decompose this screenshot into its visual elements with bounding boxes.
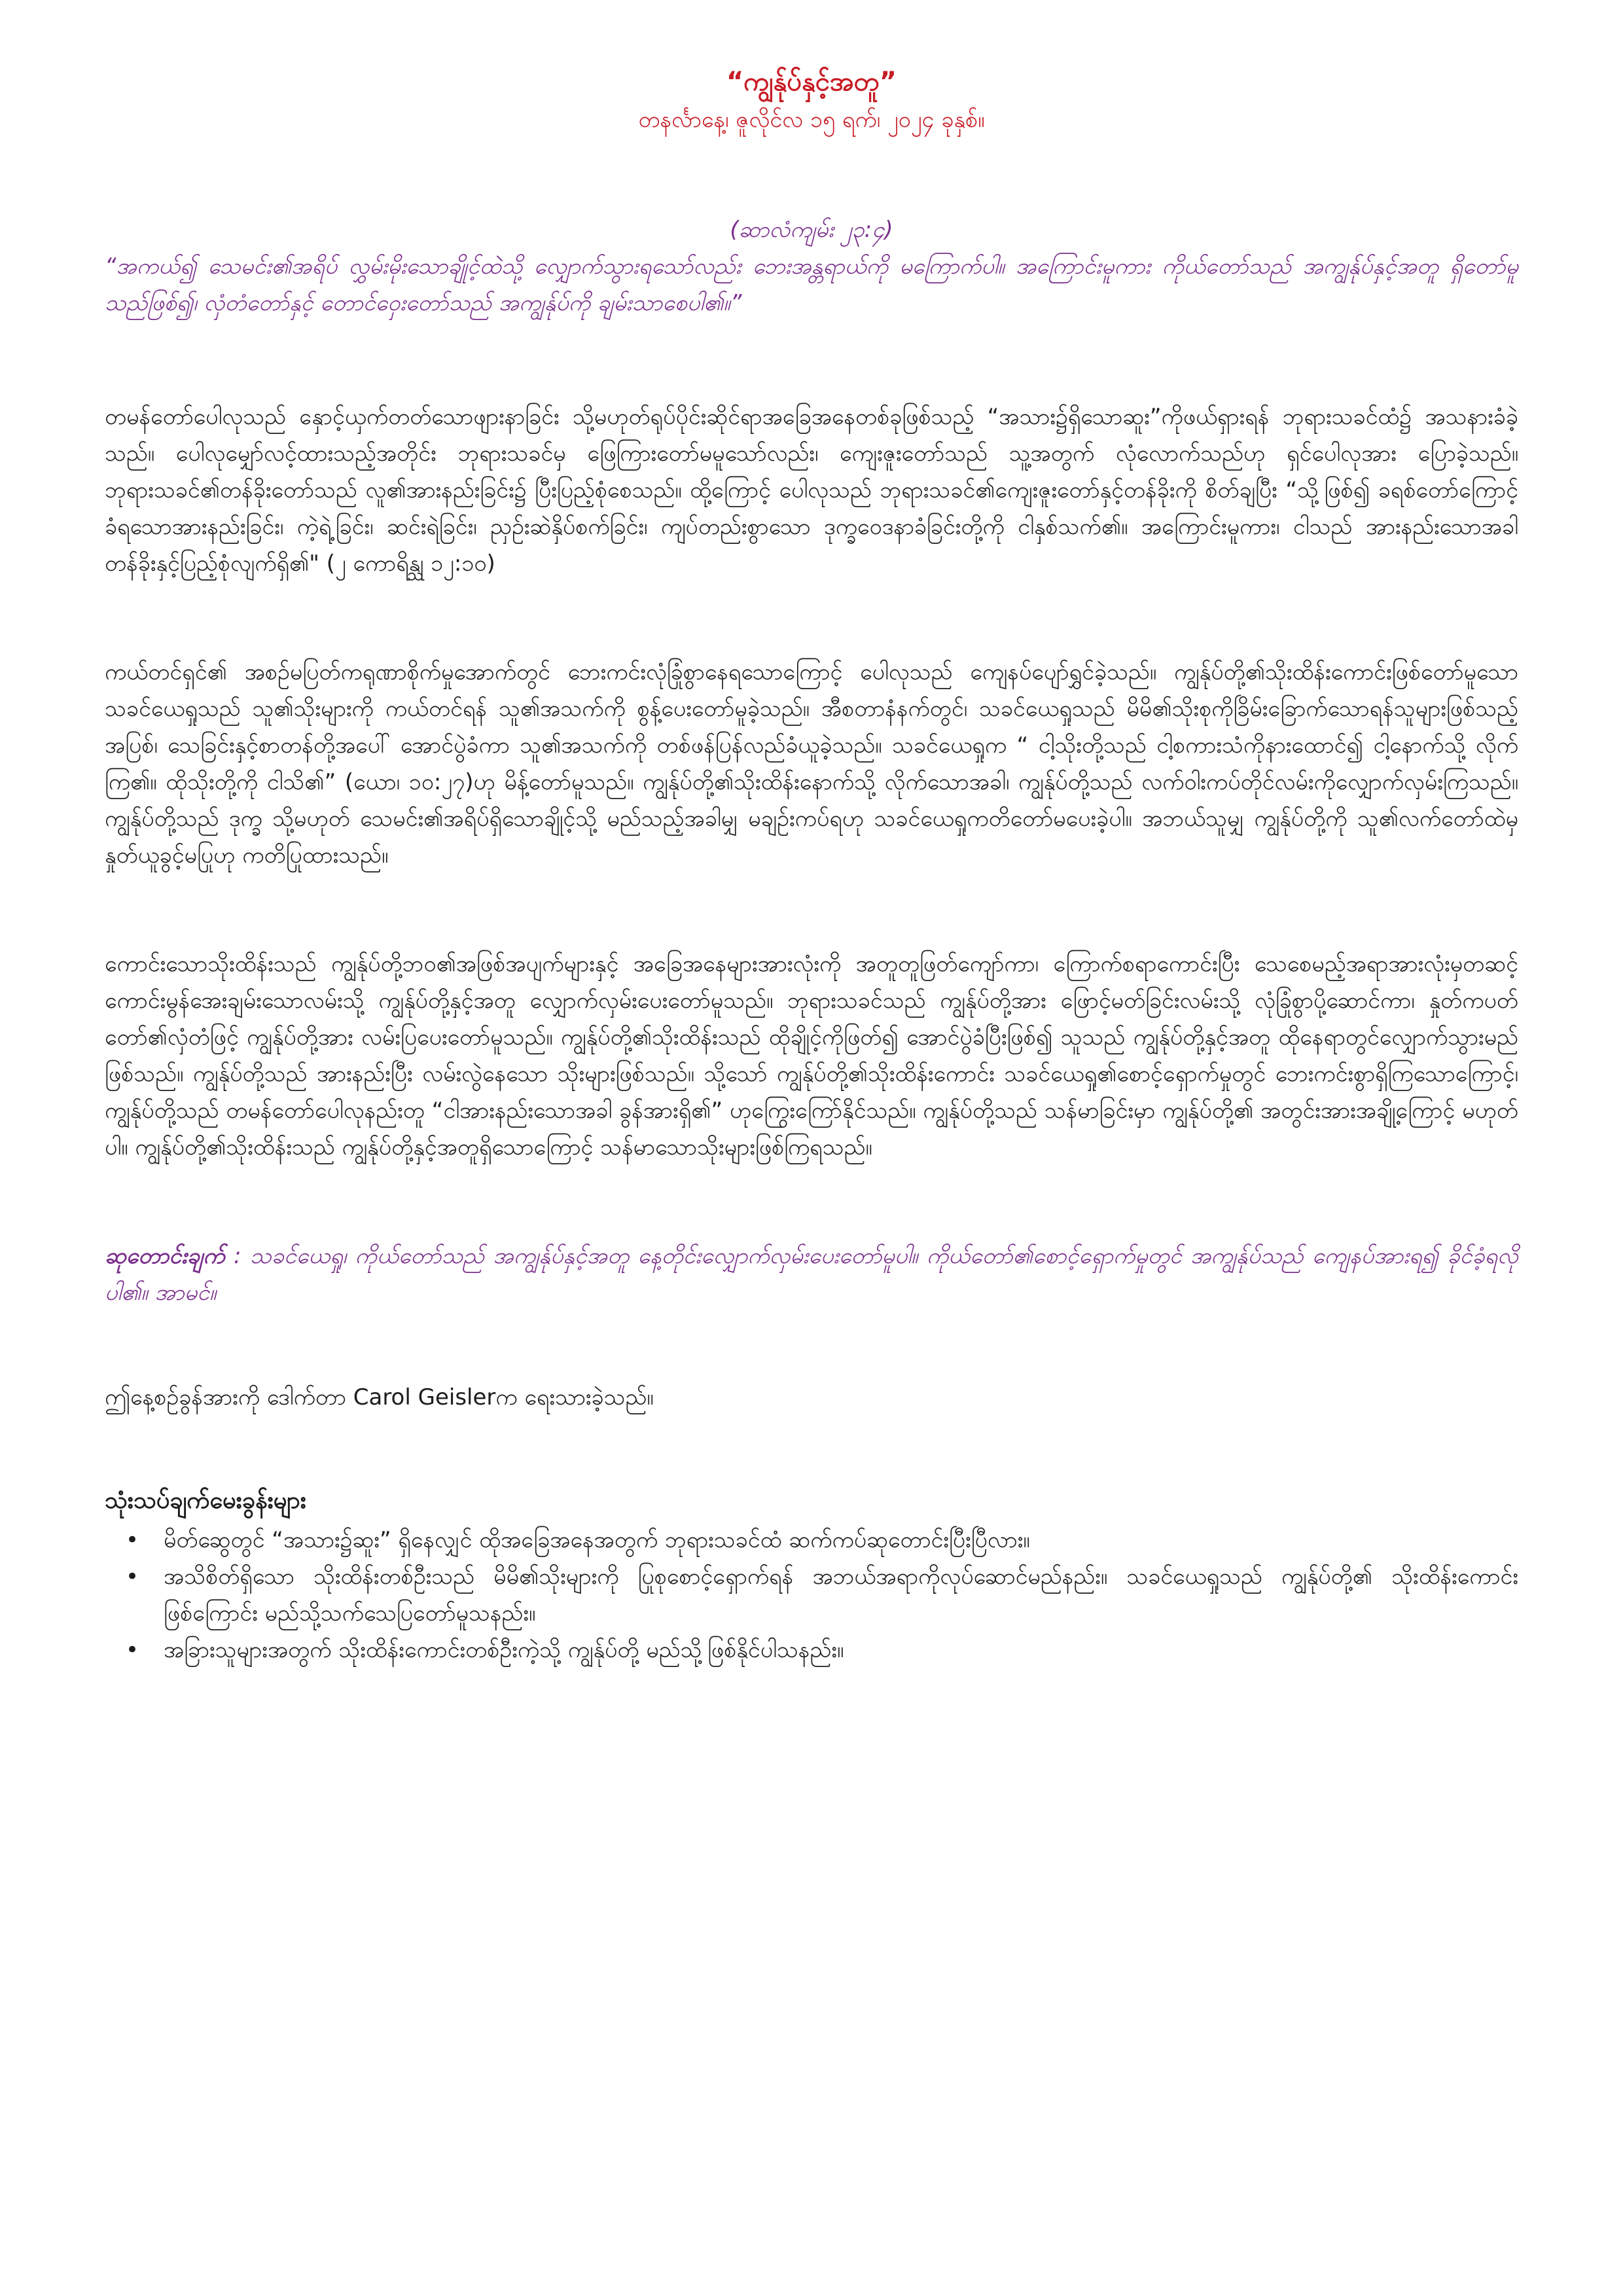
devotional-page bbox=[105, 62, 1518, 1668]
prayer-separator: : bbox=[224, 1243, 251, 1269]
body-paragraph-3: ကောင်းသောသိုးထိန်းသည် ကျွန်ုပ်တို့ဘဝ၏အဖြစ်အပျက်များနှင့် အခြေအနေများအားလုံးကို အတူတူဖြတ်ကျော်ကာ၊ ကြောက်စရာကောင်းပြီး သေစေမည့်အရာအားလုံးမှတဆင့် ကောင်းမွန်အေးချမ်းသောလမ်းသို့ ကျွန်ုပ်တို့နှင့်အတူ လျှောက်လှမ်းပေးတော်မူသည်။ ဘုရားသခင်သည် ကျွန်ုပ်တို့အား ဖြောင့်မတ်ခြင်းလမ်းသို့ လုံခြုံစွာပို့ဆောင်ကာ၊ နှုတ်ကပတ်တော်၏လှံတံဖြင့် ကျွန်ုပ်တို့အား လမ်းပြပေးတော်မူသည်။ ကျွန်ုပ်တို့၏သိုးထိန်းသည် ထိုချိုင့်ကိုဖြတ်၍ အောင်ပွဲခံပြီးဖြစ်၍ သူသည် ကျွန်ုပ်တို့နှင့်အတူ ထိုနေရာတွင်လျှောက်သွားမည်ဖြစ်သည်။ ကျွန်ုပ်တို့သည် အားနည်းပြီး လမ်းလွဲနေသော သိုးများဖြစ်သည်။ သို့သော် ကျွန်ုပ်တို့၏သိုးထိန်းကောင်း သခင်ယေရှု၏စောင့်ရှောက်မှုတွင် ဘေးကင်းစွာရှိကြသောကြောင့်၊ ကျွန်ုပ်တို့သည် တမန်တော်ပေါလုနည်းတူ “ငါအားနည်းသောအခါ ခွန်အားရှိ၏” ဟုကြွေးကြော်နိုင်သည်။ ကျွန်ုပ်တို့သည် သန်မာခြင်းမှာ ကျွန်ုပ်တို့၏ အတွင်းအားအချို့ကြောင့် မဟုတ်ပါ။ ကျွန်ုပ်တို့၏သိုးထိန်းသည် ကျွန်ုပ်တို့နှင့်အတူရှိသောကြောင့် သန်မာသောသိုးများဖြစ်ကြရသည်။ bbox=[105, 951, 1518, 1160]
bullet-icon: • bbox=[126, 1564, 139, 1590]
question-text: အသိစိတ်ရှိသော သိုးထိန်းတစ်ဦးသည် မိမိ၏သိုးများကို ပြုစုစောင့်ရှောက်ရန် အဘယ်အရာကိုလုပ်ဆောင်မည်နည်း။ သခင်ယေရှုသည် ကျွန်ုပ်တို့၏ သိုးထိန်းကောင်းဖြစ်ကြောင်း မည်သို့သက်သေပြတော်မူသနည်း။ bbox=[164, 1564, 1518, 1626]
list-item bbox=[126, 1632, 1518, 1668]
scripture-text: “အကယ်၍ သေမင်း၏အရိပ် လွှမ်းမိုးသောချိုင့်ထဲသို့ လျှောက်သွားရသော်လည်း ဘေးအန္တရာယ်ကို မကြောက်ပါ။ အကြောင်းမူကား ကိုယ်တော်သည် အကျွန်ုပ်နှင့်အတူ ရှိတော်မူသည်ဖြစ်၍၊ လှံတံတော်နှင့် တောင်ဝှေးတော်သည် အကျွန်ုပ်ကို ချမ်းသာစေပါ၏။” bbox=[105, 253, 1519, 316]
questions-list bbox=[105, 1522, 1518, 1668]
questions-heading: သုံးသပ်ချက်မေးခွန်းများ bbox=[105, 1487, 306, 1514]
page-title: “ကျွန်ုပ်နှင့်အတူ” bbox=[726, 67, 897, 97]
scripture-reference: (ဆာလံကျမ်း ၂၃:၄) bbox=[730, 217, 893, 243]
bullet-icon: • bbox=[126, 1527, 139, 1553]
prayer-block bbox=[105, 1238, 1518, 1311]
body-paragraph-1: တမန်တော်ပေါလုသည် နှောင့်ယှက်တတ်သောဖျားနာခြင်း သို့မဟုတ်ရုပ်ပိုင်းဆိုင်ရာအခြေအနေတစ်ခုဖြစ်သည့် “အသား၌ရှိသောဆူး”ကိုဖယ်ရှားရန် ဘုရားသခင်ထံ၌ အသနားခံခဲ့သည်။ ပေါလုမျှော်လင့်ထားသည့်အတိုင်း ဘုရားသခင်မှ ဖြေကြားတော်မမူသော်လည်း၊ ကျေးဇူးတော်သည် သူ့အတွက် လုံလောက်သည်ဟု ရှင်ပေါလုအား ပြောခဲ့သည်။ ဘုရားသခင်၏တန်ခိုးတော်သည် လူ၏အားနည်းခြင်း၌ ပြီးပြည့်စုံစေသည်။ ထို့ကြောင့် ပေါလုသည် ဘုရားသခင်၏ကျေးဇူးတော်နှင့်တန်ခိုးကို စိတ်ချပြီး “သို့ဖြစ်၍ ခရစ်တော်ကြောင့် ခံရသောအားနည်းခြင်း၊ ကဲ့ရဲ့ခြင်း၊ ဆင်းရဲခြင်း၊ ညှဉ်းဆဲနှိပ်စက်ခြင်း၊ ကျပ်တည်းစွာသော ဒုက္ခဝေဒနာခံခြင်းတို့ကို ငါနှစ်သက်၏။ အကြောင်းမူကား၊ ငါသည် အားနည်းသောအခါ တန်ခိုးနှင့်ပြည့်စုံလျက်ရှိ၏" (၂ ကောရိန္သု ၁၂:၁၀) bbox=[105, 404, 1518, 577]
question-text: အခြားသူများအတွက် သိုးထိန်းကောင်းတစ်ဦးကဲ့သို့ ကျွန်ုပ်တို့ မည်သို့ဖြစ်နိုင်ပါသနည်း။ bbox=[164, 1637, 844, 1663]
list-item bbox=[126, 1558, 1518, 1632]
question-text: မိတ်ဆွေတွင် “အသား၌ဆူး” ရှိနေလျှင် ထိုအခြေအနေအတွက် ဘုရားသခင်ထံ ဆက်ကပ်ဆုတောင်းပြီးပြီလား။ bbox=[164, 1527, 1030, 1553]
prayer-label: ဆုတောင်းချက် bbox=[105, 1243, 225, 1269]
prayer-text: သခင်ယေရှု၊ ကိုယ်တော်သည် အကျွန်ုပ်နှင့်အတူ နေ့တိုင်းလျှောက်လှမ်းပေးတော်မူပါ။ ကိုယ်တော်၏စောင့်ရှောက်မှုတွင် အကျွန်ုပ်သည် ကျေနပ်အားရ၍ ခိုင်ခံ့ရလိုပါ၏။ အာမင်။ bbox=[105, 1243, 1519, 1306]
author-credit: ဤနေ့စဉ်ခွန်အားကို ဒေါက်တာ Carol Geislerက ရေးသားခဲ့သည်။ bbox=[105, 1384, 654, 1410]
list-item bbox=[126, 1522, 1518, 1558]
body-paragraph-2: ကယ်တင်ရှင်၏ အစဉ်မပြတ်ကရုဏာစိုက်မှုအောက်တွင် ဘေးကင်းလုံခြုံစွာနေရသောကြောင့် ပေါလုသည် ကျေနပ်ပျော်ရွှင်ခဲ့သည်။ ကျွန်ုပ်တို့၏သိုးထိန်းကောင်းဖြစ်တော်မူသော သခင်ယေရှုသည် သူ၏သိုးများကို ကယ်တင်ရန် သူ၏အသက်ကို စွန့်ပေးတော်မူခဲ့သည်။ အီစတာနံနက်တွင်၊ သခင်ယေရှုသည် မိမိ၏သိုးစုကိုခြိမ်းခြောက်သောရန်သူများဖြစ်သည့် အပြစ်၊ သေခြင်းနှင့်စာတန်တို့အပေါ် အောင်ပွဲခံကာ သူ၏အသက်ကို တစ်ဖန်ပြန်လည်ခံယူခဲ့သည်။ သခင်ယေရှုက “ ငါ့သိုးတို့သည် ငါ့စကားသံကိုနားထောင်၍ ငါ့နောက်သို့ လိုက်ကြ၏။ ထိုသိုးတို့ကို ငါသိ၏” (ယော၊ ၁၀:၂၇)ဟု မိန့်တော်မူသည်။ ကျွန်ုပ်တို့၏သိုးထိန်းနောက်သို့ လိုက်သောအခါ၊ ကျွန်ုပ်တို့သည် လက်ဝါးကပ်တိုင်လမ်းကိုလျှောက်လှမ်းကြသည်။ ကျွန်ုပ်တို့သည် ဒုက္ခ သို့မဟုတ် သေမင်း၏အရိပ်ရှိသောချိုင့်သို့ မည်သည့်အခါမျှ မချဉ်းကပ်ရဟု သခင်ယေရှုကတိတော်မပေးခဲ့ပါ။ အဘယ်သူမျှ ကျွန်ုပ်တို့ကို သူ၏လက်တော်ထဲမှ နှုတ်ယူခွင့်မပြုဟု ကတိပြုထားသည်။ bbox=[105, 659, 1518, 869]
bullet-icon: • bbox=[126, 1637, 139, 1663]
date-line: တနင်္လာနေ့၊ ဇူလိုင်လ ၁၅ ရက်၊ ၂၀၂၄ ခုနှစ်။ bbox=[638, 107, 985, 133]
